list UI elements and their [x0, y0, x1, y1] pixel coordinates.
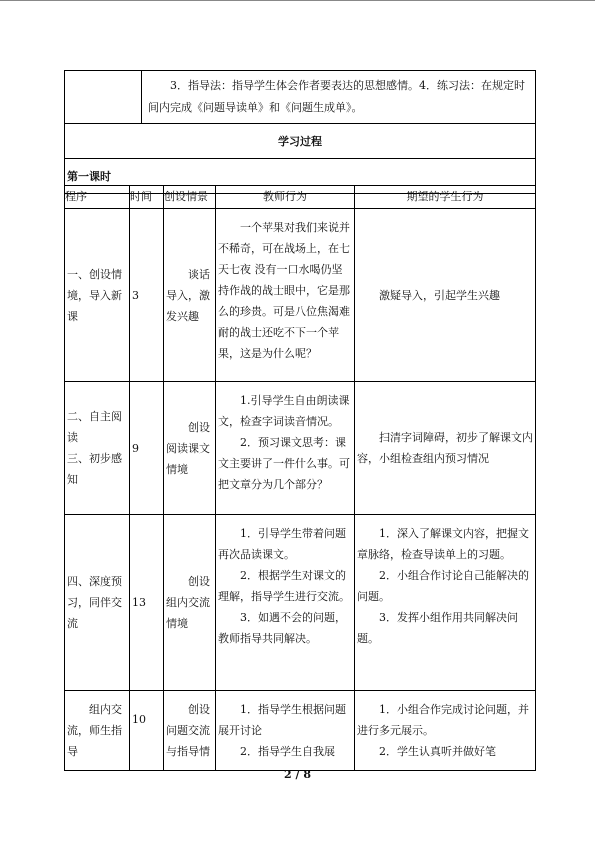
row-time: 9 [130, 382, 164, 515]
row-student-2: 2．学生认真听并做好笔 [379, 745, 496, 758]
table-row [65, 209, 536, 382]
row-scene: 创设问题交流与指导情 [166, 703, 210, 758]
section-row [65, 124, 536, 159]
row-student-2: 2．小组合作讨论自己能解决的问题。 [357, 569, 529, 603]
row-program: 四、深度预习，同伴交流 [65, 515, 130, 691]
header-scene: 创设情景 [164, 186, 216, 209]
row-student-3: 3．发挥小组作用共同解决问题。 [357, 611, 518, 645]
method-text [142, 71, 536, 124]
row-student-1: 扫清字词障碍，初步了解课文内容，小组检查组内预习情况 [357, 431, 533, 465]
row-teacher-1: 1．指导学生根据问题展开讨论 [218, 703, 346, 737]
header-teacher: 教师行为 [216, 186, 355, 209]
row-scene: 创设组内交流情境 [166, 575, 210, 630]
method-row [65, 71, 536, 124]
row-program: 二、自主阅读 三、初步感知 [65, 382, 130, 515]
row-scene: 创设阅读课文情境 [166, 420, 210, 476]
table-row [65, 382, 536, 515]
row-teacher-2: 2．指导学生自我展 [240, 745, 335, 758]
method-label-cell [65, 71, 142, 124]
section-title: 学习过程 [65, 124, 536, 159]
row-teacher-1: 1．引导学生带着问题再次品读课文。 [218, 527, 346, 561]
row-student-1: 1．小组合作完成讨论问题，并进行多元展示。 [357, 703, 529, 737]
row-teacher-1: 一个苹果对我们来说并不稀奇，可在战场上，在七天七夜 没有一口水喝仍坚持作战的战士眼中，它是那么的珍贵。可是八位焦渴难耐的战士还吃不下一个苹果，这是为什么呢？ [218, 221, 350, 360]
row-time: 3 [130, 209, 164, 382]
row-teacher-1: 1.引导学生自由朗读课文，检查字词读音情况。 [218, 394, 350, 428]
row-time: 13 [130, 515, 164, 691]
row-program: 一、创设情境，导入新课 [65, 209, 130, 382]
lesson-title: 第一课时 [65, 159, 536, 194]
table-row [65, 515, 536, 691]
lesson-plan-table [64, 70, 536, 194]
page-number: 2 / 8 [284, 768, 311, 781]
row-program: 组内交流，师生指导 [67, 703, 122, 758]
header-time: 时间 [130, 186, 164, 209]
row-time: 10 [130, 691, 164, 771]
row-student-1: 激疑导入，引起学生兴趣 [379, 288, 500, 302]
row-teacher-3: 3．如遇不会的问题，教师指导共同解决。 [218, 611, 346, 645]
row-scene: 谈话导入，激发兴趣 [166, 267, 210, 323]
table-row [65, 691, 536, 771]
header-row [65, 186, 536, 209]
process-table [64, 185, 536, 771]
header-student: 期望的学生行为 [355, 186, 536, 209]
header-rule [0, 0, 595, 1]
row-teacher-2: 2．预习课文思考：课文主要讲了一件什么事。可把文章分为几个部分？ [218, 436, 350, 491]
row-teacher-2: 2．根据学生对课文的理解，指导学生进行交流。 [218, 569, 350, 603]
header-program: 程序 [65, 186, 130, 209]
row-student-1: 1．深入了解课文内容，把握文章脉络，检查导读单上的习题。 [357, 527, 529, 561]
method-text-content: 3．指导法：指导学生体会作者要表达的思想感情。4．练习法：在规定时间内完成《问题导读单》和《问题生成单》。 [148, 79, 525, 114]
